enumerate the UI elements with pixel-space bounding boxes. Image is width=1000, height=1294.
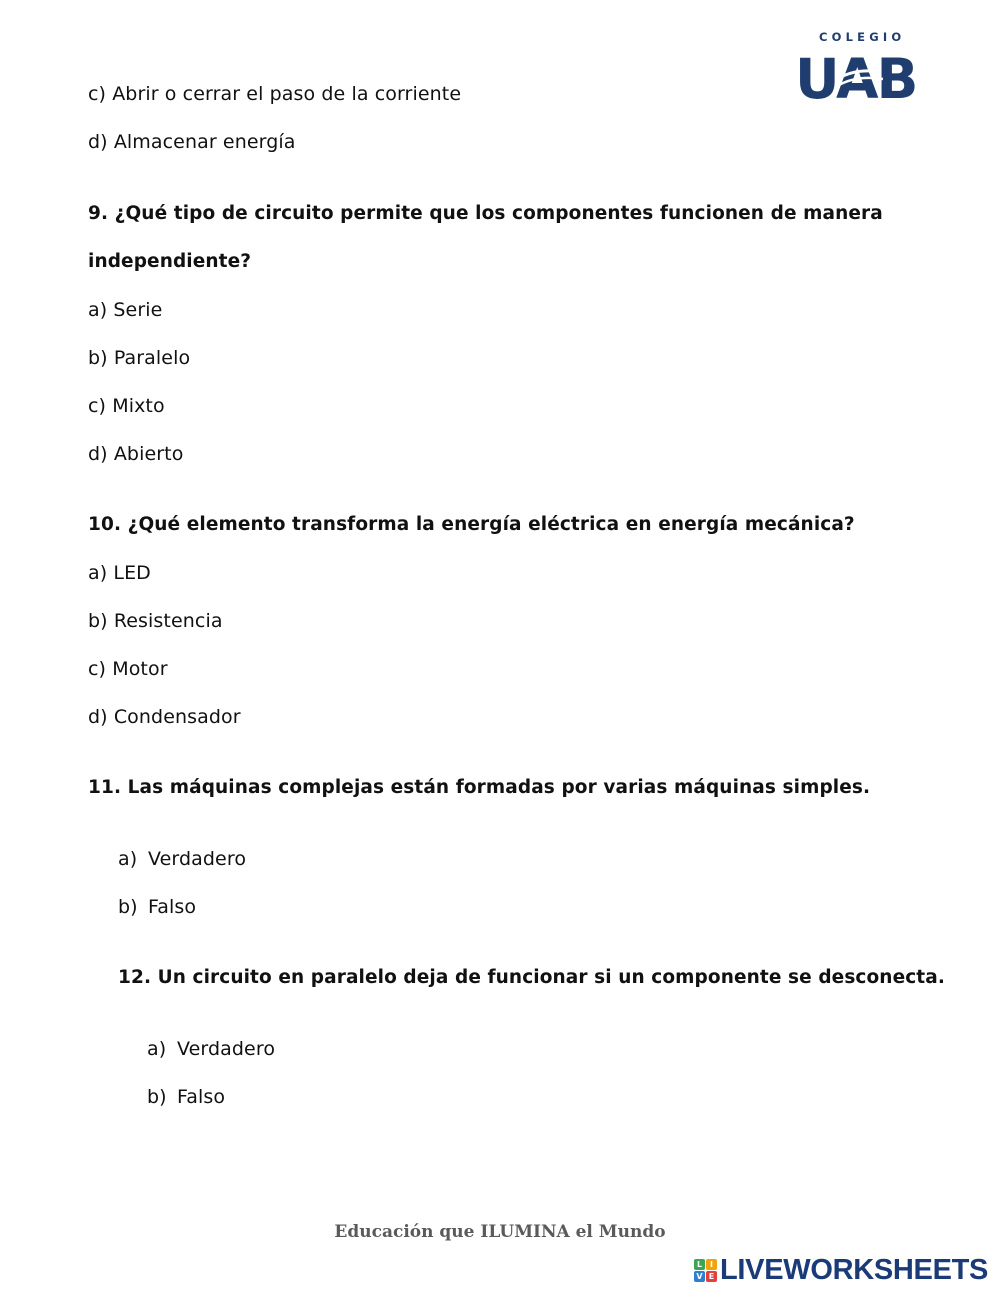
liveworksheets-brand[interactable] — [694, 1253, 988, 1287]
question-10: 10. ¿Qué elemento transforma la energía eléctrica en energía mecánica? — [88, 514, 855, 535]
q11-option-a-text: Verdadero — [148, 848, 247, 870]
q11-option-b-text: Falso — [148, 896, 197, 918]
colegio-uab-logo — [795, 30, 935, 102]
q10-option-c: c) Motor — [88, 658, 168, 680]
question-9-line-1: 9. ¿Qué tipo de circuito permite que los componentes funcionen de manera — [88, 203, 883, 224]
q9-option-c: c) Mixto — [88, 395, 165, 417]
q12-option-a-text: Verdadero — [177, 1038, 276, 1060]
liveworksheets-icon — [694, 1259, 717, 1282]
q10-option-a: a) LED — [88, 562, 151, 584]
liveworksheets-wordmark: LIVEWORKSHEETS — [720, 1253, 989, 1286]
q8-option-d: d) Almacenar energía — [88, 131, 296, 153]
liveworksheets-icon-i: I — [706, 1259, 717, 1270]
q12-option-a-label: a) — [147, 1038, 167, 1060]
q9-option-a: a) Serie — [88, 299, 163, 321]
q12-option-b-text: Falso — [177, 1086, 226, 1108]
q9-option-b: b) Paralelo — [88, 347, 191, 369]
q9-option-d: d) Abierto — [88, 443, 184, 465]
q12-option-a — [147, 1037, 275, 1061]
question-12: 12. Un circuito en paralelo deja de funcionar si un componente se desconecta. — [118, 967, 945, 988]
logo-uab-text: UAB — [795, 48, 917, 102]
footer-motto: Educación que ILUMINA el Mundo — [334, 1222, 666, 1242]
logo-uab-wordmark — [795, 48, 935, 102]
q11-option-b — [118, 895, 196, 919]
liveworksheets-icon-e: E — [706, 1271, 717, 1282]
liveworksheets-icon-v: V — [694, 1271, 705, 1282]
question-11: 11. Las máquinas complejas están formadas por varias máquinas simples. — [88, 777, 871, 798]
q11-option-a — [118, 847, 246, 871]
q12-option-b — [147, 1085, 225, 1109]
q8-option-c: c) Abrir o cerrar el paso de la corriente — [88, 83, 462, 105]
liveworksheets-icon-l: L — [694, 1259, 705, 1270]
q10-option-d: d) Condensador — [88, 706, 241, 728]
q10-option-b: b) Resistencia — [88, 610, 223, 632]
q12-option-b-label: b) — [147, 1086, 167, 1108]
q11-option-b-label: b) — [118, 896, 138, 918]
q11-option-a-label: a) — [118, 848, 138, 870]
question-9-line-2: independiente? — [88, 251, 252, 272]
logo-colegio-text: COLEGIO — [819, 30, 906, 44]
